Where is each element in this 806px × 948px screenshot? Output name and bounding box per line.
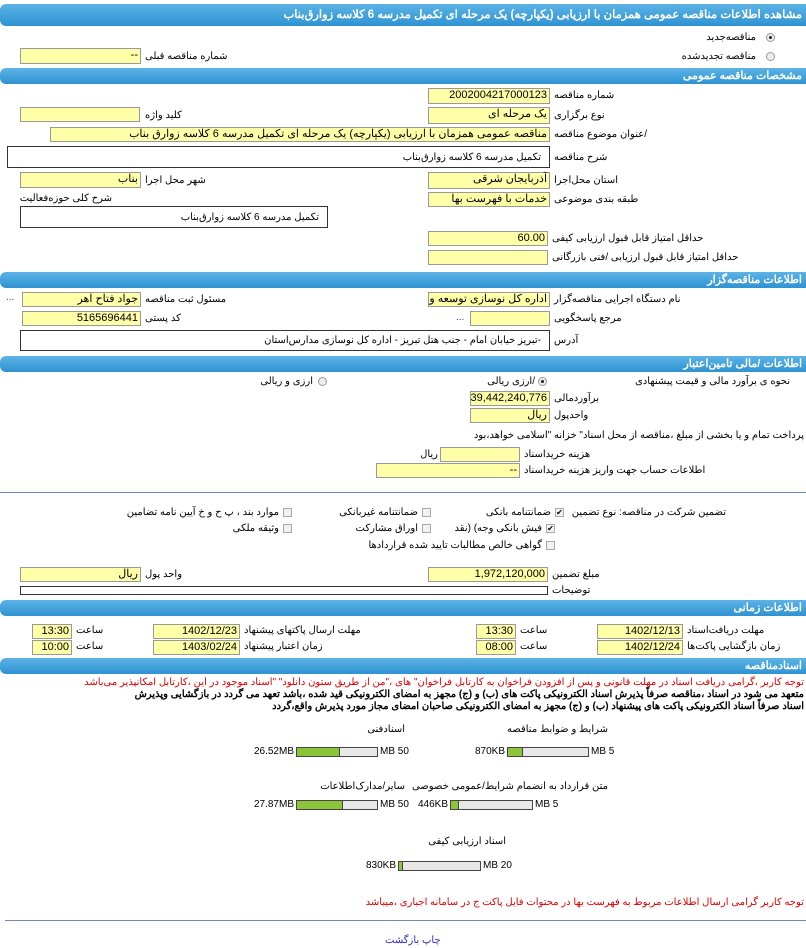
file-used: 26.52MB	[253, 746, 294, 757]
file-usage-bar	[507, 747, 589, 757]
currency-label: واحدپول	[554, 410, 589, 421]
file-label: متن قرارداد به انضمام شرایط/عمومی خصوصی	[411, 781, 608, 792]
fx-rial-label: ارزی و ریالی	[260, 376, 313, 387]
time-label: ساعت	[520, 641, 548, 652]
responsible-more-link[interactable]: ...	[6, 292, 15, 303]
province-label: استان محل‌اجرا	[554, 175, 618, 186]
guarantee-checkbox-property[interactable]	[283, 524, 292, 533]
guarantee-checkbox-receivables[interactable]	[546, 541, 555, 550]
responsible-field[interactable]: جواد فتاح اهر	[22, 292, 141, 307]
address-box[interactable]: -تبریز خیابان امام - جنب هتل تبریز - اداره کل نوسازی مدارس‌استان	[20, 330, 550, 351]
file-max: 20 MB	[483, 860, 512, 871]
validity-label: زمان اعتبار پیشنهاد	[244, 641, 323, 652]
doc-fee-label: هزینه خریداسناد	[524, 449, 591, 460]
file-usage-bar	[296, 747, 378, 757]
keyword-field[interactable]	[20, 107, 140, 122]
postal-field[interactable]: 5165696441	[22, 311, 141, 326]
estimate-mode-label: نحوه ی برآورد مالی و قیمت پیشنهادی	[634, 376, 790, 387]
time-label: ساعت	[520, 625, 548, 636]
renewed-tender-radio[interactable]	[766, 52, 775, 61]
prev-number-field[interactable]: --	[20, 48, 141, 64]
file-max: 50 MB	[380, 799, 409, 810]
guarantee-checkbox-nonbank[interactable]	[422, 508, 431, 517]
guarantee-option-label: وثیقه ملکی	[232, 523, 279, 534]
submit-time-field[interactable]: 13:30	[32, 624, 72, 639]
islamic-note: پرداخت تمام و یا بخشی از مبلغ ،مناقصه از محل اسناد" خزانه "اسلامی خواهد،بود	[473, 430, 804, 441]
file-max: 50 MB	[380, 746, 409, 757]
documents-note: توجه کاربر ،گرامی دریافت اسناد در مهلت قانونی و پس از افزودن فراخوان به کارتابل فراخوان" های ،"من از طریق ستون دانلود" "اسناد موجود در این ،کارتابل امکانپذیر می‌باشد	[84, 677, 804, 688]
description-label: شرح مناقصه	[554, 152, 608, 163]
holding-type-field[interactable]: یک مرحله ای	[428, 107, 550, 124]
description-box[interactable]: تکمیل مدرسه 6 کلاسه زوارق‌بناب	[7, 146, 550, 168]
file-used: 830KB	[365, 860, 396, 871]
min-tech-field[interactable]	[428, 250, 548, 265]
documents-notes	[2, 677, 804, 713]
commitment-text-1: متعهد می شود در اسناد ،مناقصه صرفاً پذیرش اسناد الکترونیکی پاکت های (ب) و (ج) مجهز به امضای الکترونیکی قید شده ،باشد تعهد می گردد در بازگشایی وپذیرش	[134, 689, 804, 700]
file-usage-bar	[398, 861, 481, 871]
file-max: 5 MB	[535, 799, 559, 810]
guarantee-amount-field[interactable]: 1,972,120,000	[428, 567, 548, 582]
file-label: شرایط و ضوابط مناقصه	[506, 724, 608, 735]
new-tender-label: مناقصه‌جدید	[706, 32, 756, 43]
commitment-text-2: اسناد صرفاً اسناد الکترونیکی پاکت های پیشنهاد (ب) و (ج) مجهز به امضای الکترونیکی صاحبان امضای مجاز مورد پذیرش واقع،گردد	[272, 701, 804, 712]
responsible-label: مسئول ثبت مناقصه	[145, 294, 227, 305]
file-used: 870KB	[474, 746, 505, 757]
submit-label: مهلت ارسال پاکتهای پیشنهاد	[244, 625, 361, 636]
file-max: 5 MB	[591, 746, 615, 757]
file-used: 27.87MB	[253, 799, 294, 810]
estimate-field[interactable]: 39,442,240,776	[470, 391, 550, 406]
open-date-field[interactable]: 1402/12/24	[597, 640, 683, 655]
file-usage-bar	[296, 800, 378, 810]
city-label: شهر محل اجرا	[145, 175, 206, 186]
section-finance: اطلاعات /مالی تامین‌اعتبار	[0, 356, 806, 372]
file-label: سایر/مدارک‌اطلاعات	[320, 781, 405, 792]
guarantee-checkbox-bank[interactable]: ✔	[556, 508, 563, 517]
guarantee-currency-field[interactable]: ریال	[20, 567, 141, 582]
account-label: اطلاعات حساب جهت واریز هزینه خریداسناد	[524, 465, 706, 476]
keyword-label: کلید واژه	[145, 110, 182, 121]
subject-field[interactable]: مناقصه عمومی همزمان با ارزیابی (یکپارچه) یک مرحله ای تکمیل مدرسه 6 کلاسه زوارق بناب	[50, 127, 550, 142]
category-field[interactable]: خدمات با فهرست بها	[428, 192, 550, 207]
guarantee-checkbox-bonds[interactable]	[422, 524, 431, 533]
file-label: اسناد ارزیابی کیفی	[428, 836, 506, 847]
rial-label: /ارزی ریالی	[487, 376, 535, 387]
tender-number-field[interactable]: 2002004217000123	[428, 88, 550, 104]
guarantee-option-label: فیش بانکی وجه) (نقد	[454, 523, 542, 534]
reference-label: مرجع پاسخگویی	[554, 313, 622, 324]
rial-radio[interactable]	[538, 377, 547, 386]
doc-deadline-label: مهلت دریافت‌اسناد	[687, 625, 765, 636]
time-label: ساعت	[76, 641, 104, 652]
file-usage-fill	[399, 862, 403, 870]
category-label: طبقه بندی موضوعی	[554, 194, 639, 205]
guarantee-amount-label: مبلغ تضمین	[552, 569, 600, 580]
renewed-tender-label: مناقصه تجدیدشده	[681, 51, 756, 62]
subject-label: /عنوان موضوع مناقصه	[554, 129, 647, 140]
fx-rial-radio[interactable]	[318, 377, 327, 386]
postal-label: کد پستی	[145, 313, 181, 324]
min-quality-label: حداقل امتیاز قابل قبول ارزیابی کیفی	[552, 233, 704, 244]
back-link[interactable]: بازگشت	[385, 935, 420, 946]
file-usage-fill	[297, 801, 343, 809]
prev-number-label: شماره مناقصه قبلی	[145, 51, 228, 62]
address-label: آدرس	[554, 335, 579, 346]
file-usage-fill	[297, 748, 340, 756]
reference-more-link[interactable]: ...	[456, 312, 465, 323]
guarantee-label: تضمین شرکت در مناقصه: نوع تضمین	[571, 507, 726, 518]
estimate-label: برآوردمالی	[554, 393, 599, 404]
file-usage-fill	[508, 748, 523, 756]
open-time-field[interactable]: 08:00	[476, 640, 516, 655]
activity-label: شرح کلی حوزه‌فعالیت	[19, 193, 112, 204]
notes-field[interactable]	[20, 586, 548, 595]
doc-fee-unit: ریال	[420, 449, 438, 460]
account-field[interactable]: --	[376, 463, 520, 478]
time-label: ساعت	[76, 625, 104, 636]
section-documents: اسنادمناقصه	[0, 658, 806, 674]
print-link[interactable]: چاپ	[422, 935, 441, 946]
org-field[interactable]: اداره کل نوسازی توسعه و	[428, 292, 550, 307]
guarantee-currency-label: واحد پول	[145, 569, 183, 580]
submit-date-field[interactable]: 1402/12/23	[153, 624, 240, 639]
file-label: اسنادفنی	[367, 724, 405, 735]
guarantee-option-label: گواهی خالص مطالبات تایید شده قراردادها	[368, 540, 542, 551]
file-used: 446KB	[417, 799, 448, 810]
section-general: مشخصات مناقصه عمومی	[0, 68, 806, 84]
page-title: مشاهده اطلاعات مناقصه عمومی همزمان با ارزیابی (یکپارچه) یک مرحله ای تکمیل مدرسه 6 کلاسه زوارق‌بناب	[0, 4, 806, 26]
price-list-note: توجه کاربر گرامی ارسال اطلاعات مربوط به فهرست بها در محتوات فایل پاکت ج در سامانه اجباری ،میباشد	[365, 897, 804, 908]
currency-field[interactable]: ریال	[470, 408, 550, 423]
divider	[0, 492, 806, 493]
new-tender-radio[interactable]	[766, 33, 775, 42]
activity-box[interactable]: تکمیل مدرسه 6 کلاسه زوارق‌بناب	[20, 206, 328, 228]
guarantee-option-label: موارد بند ، پ ح و خ آیین نامه تضامین	[126, 507, 279, 518]
min-quality-field[interactable]: 60.00	[428, 231, 548, 246]
validity-time-field[interactable]: 10:00	[32, 640, 72, 655]
reference-field[interactable]	[470, 311, 550, 326]
section-organizer: اطلاعات مناقصه‌گزار	[0, 272, 806, 288]
guarantee-option-label: ضمانتنامه غیربانکی	[339, 507, 418, 518]
holding-type-label: نوع برگزاری	[554, 110, 605, 121]
min-tech-label: حداقل امتیاز قابل قبول ارزیابی /فنی بازرگانی	[552, 252, 739, 263]
guarantee-option-label: اوراق مشارکت	[355, 523, 418, 534]
doc-fee-field[interactable]	[440, 447, 520, 462]
guarantee-checkbox-cash[interactable]: ✔	[547, 524, 554, 533]
number-label: شماره مناقصه	[554, 90, 615, 101]
divider	[5, 920, 806, 921]
validity-date-field[interactable]: 1403/02/24	[153, 640, 240, 655]
notes-label: توضیحات	[552, 585, 591, 596]
city-field[interactable]: بناب	[20, 172, 141, 188]
guarantee-checkbox-clauses[interactable]	[283, 508, 292, 517]
province-field[interactable]: آذربایجان شرقی	[428, 172, 550, 189]
org-label: نام دستگاه اجرایی مناقصه‌گزار	[554, 294, 681, 305]
file-usage-fill	[451, 801, 459, 809]
section-timing: اطلاعات زمانی	[0, 600, 806, 616]
file-usage-bar	[450, 800, 533, 810]
guarantee-option-label: ضمانتنامه بانکی	[485, 507, 551, 518]
doc-time-field[interactable]: 13:30	[476, 624, 516, 639]
doc-deadline-field[interactable]: 1402/12/13	[597, 624, 683, 639]
open-label: زمان بازگشایی پاکت‌ها	[687, 641, 781, 652]
